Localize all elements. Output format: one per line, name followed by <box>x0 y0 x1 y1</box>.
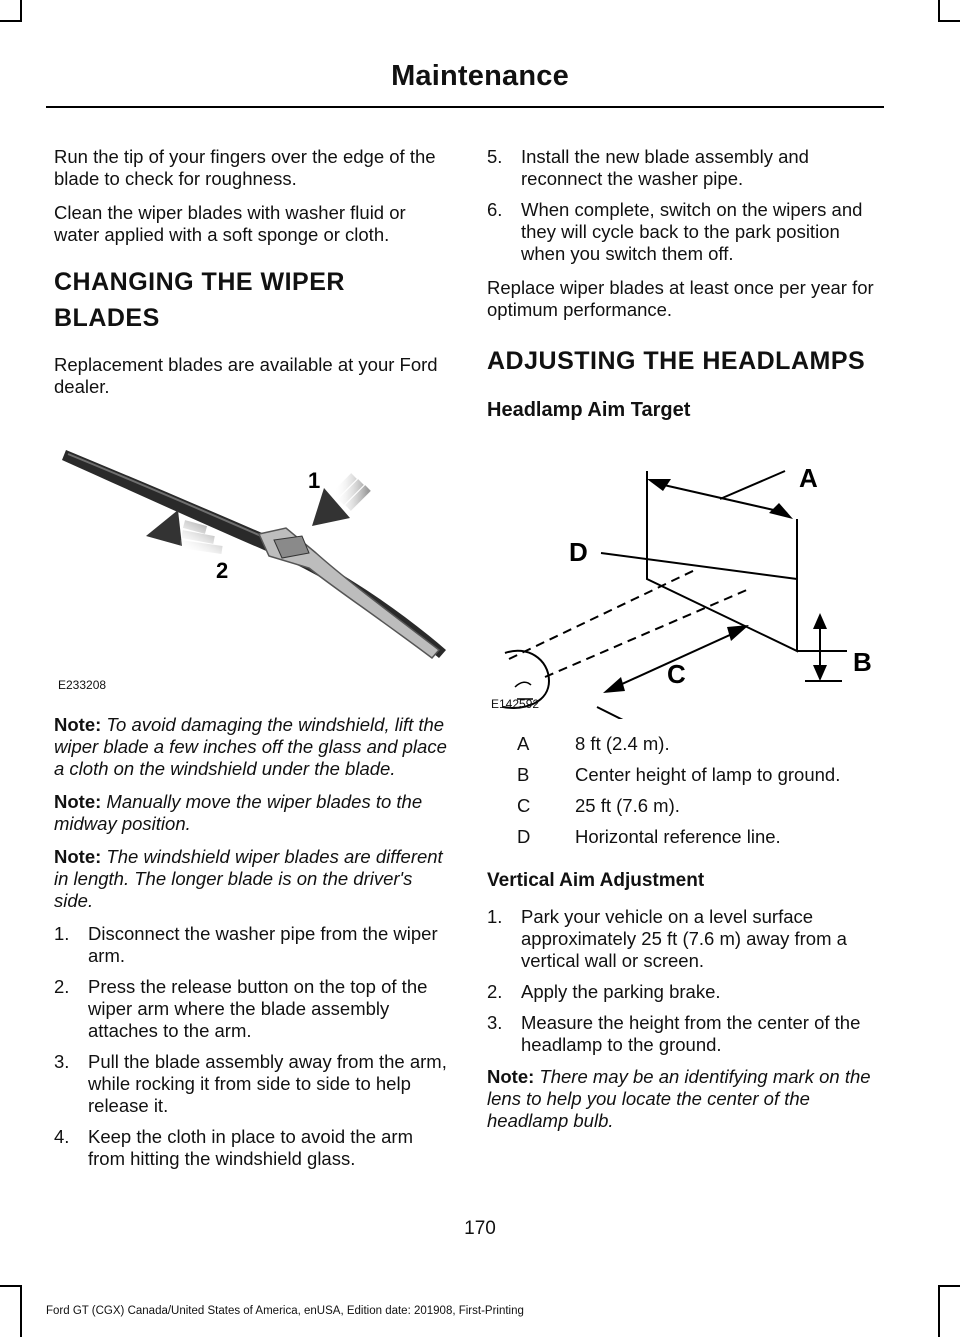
list-item: 5. Install the new blade assembly and reconnect the washer pipe. <box>487 146 809 189</box>
label-b: B <box>853 647 872 677</box>
paragraph: Replacement blades are available at your Ford dealer. <box>54 354 438 397</box>
label-a: A <box>799 463 818 493</box>
step-list <box>54 923 449 1170</box>
crop-mark <box>938 0 940 22</box>
figure-code: E233208 <box>58 678 107 692</box>
list-item: 1. Disconnect the washer pipe from the wiper arm. <box>54 923 438 966</box>
note: Note: Manually move the wiper blades to the midway position. <box>54 791 423 834</box>
callout-1: 1 <box>308 468 321 493</box>
left-column <box>54 146 449 1179</box>
wiper-blade-figure <box>54 418 449 700</box>
label-c: C <box>667 659 686 689</box>
list-item: 3. Measure the height from the center of the headlamp to the ground. <box>487 1012 861 1055</box>
list-item: 4. Keep the cloth in place to avoid the arm from hitting the windshield glass. <box>54 1126 413 1169</box>
step-list <box>487 906 882 1056</box>
section-heading: CHANGING THE WIPER BLADES <box>54 268 345 332</box>
paragraph: Run the tip of your fingers over the edge of the blade to check for roughness. <box>54 146 436 189</box>
right-column <box>487 146 882 1143</box>
callout-2: 2 <box>216 558 229 583</box>
edition-info: Ford GT (CGX) Canada/United States of America, enUSA, Edition date: 201908, First-Printing <box>46 1305 524 1317</box>
headlamp-aim-figure <box>487 449 882 719</box>
list-item: 1. Park your vehicle on a level surface approximately 25 ft (7.6 m) away from a vertical wall or screen. <box>487 906 847 971</box>
list-item: 6. When complete, switch on the wipers and they will cycle back to the park position when you switch them off. <box>487 199 863 264</box>
wiper-blade-illustration <box>54 418 449 700</box>
figure-code: E142592 <box>491 697 540 711</box>
crop-mark <box>20 1285 22 1337</box>
page-title: Maintenance <box>391 60 569 92</box>
label-d: D <box>569 537 588 567</box>
section-heading: ADJUSTING THE HEADLAMPS <box>487 347 866 375</box>
headlamp-aim-diagram <box>487 449 882 719</box>
legend-row: D Horizontal reference line. <box>517 826 781 847</box>
list-item: 3. Pull the blade assembly away from the arm, while rocking it from side to side to help release it. <box>54 1051 447 1116</box>
legend-row: A 8 ft (2.4 m). <box>517 733 670 754</box>
crop-mark <box>0 20 22 22</box>
legend-row: C 25 ft (7.6 m). <box>517 795 680 816</box>
crop-mark <box>938 1285 960 1287</box>
subheading: Vertical Aim Adjustment <box>487 870 705 891</box>
page-number: 170 <box>464 1218 496 1239</box>
list-item: 2. Apply the parking brake. <box>487 981 721 1002</box>
note: Note: There may be an identifying mark on the lens to help you locate the center of the headlamp bulb. <box>487 1066 871 1131</box>
paragraph: Replace wiper blades at least once per year for optimum performance. <box>487 277 874 320</box>
crop-mark <box>938 1285 940 1337</box>
step-list <box>487 146 882 265</box>
note: Note: To avoid damaging the windshield, lift the wiper blade a few inches off the glass and place a cloth on the windshield under the blade. <box>54 714 447 779</box>
header-rule <box>46 106 884 108</box>
crop-mark <box>938 20 960 22</box>
note: Note: The windshield wiper blades are different in length. The longer blade is on the driver's side. <box>54 846 443 911</box>
crop-mark <box>20 0 22 22</box>
crop-mark <box>0 1285 22 1287</box>
figure-legend <box>517 733 882 848</box>
legend-row: B Center height of lamp to ground. <box>517 764 841 785</box>
paragraph: Clean the wiper blades with washer fluid or water applied with a soft sponge or cloth. <box>54 202 406 245</box>
subheading: Headlamp Aim Target <box>487 399 691 421</box>
list-item: 2. Press the release button on the top of the wiper arm where the blade assembly attaches to the arm. <box>54 976 428 1041</box>
